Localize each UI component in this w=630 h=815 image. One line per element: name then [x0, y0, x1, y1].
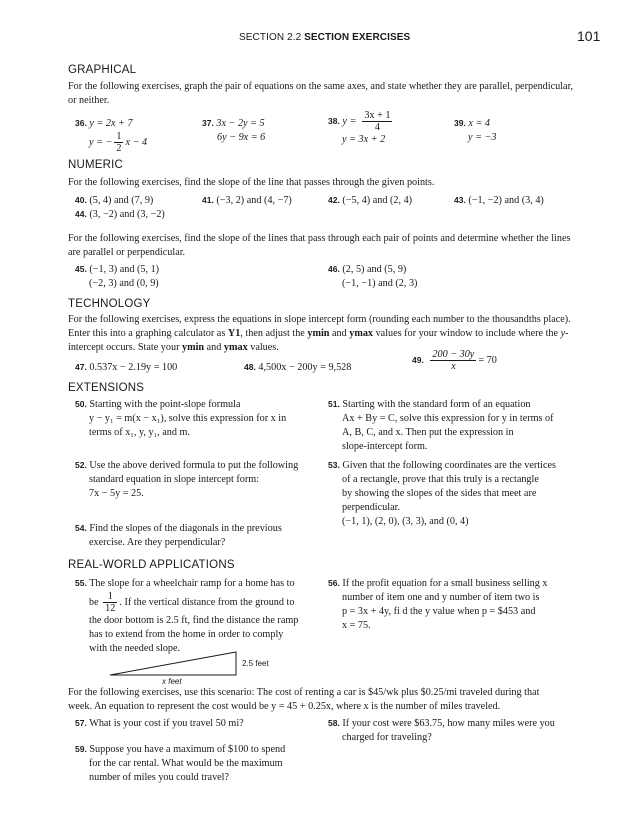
numeric-instructions-2: For the following exercises, find the slope of the lines that pass through each pair of points and determine whether the lines are parallel or perpendicular. [68, 233, 571, 258]
scenario-text [68, 686, 588, 714]
section-title: SECTION EXERCISES [304, 32, 411, 43]
exercise-46 [328, 262, 417, 291]
exercise-number: 42. [328, 195, 340, 205]
text-line: standard equation in slope intercept form: [89, 474, 260, 485]
exercise-number: 54. [75, 523, 87, 533]
exercise-48 [244, 360, 351, 375]
exercise-number: 37. [202, 118, 214, 128]
exercise-number: 49. [412, 354, 424, 365]
denominator: 4 [374, 122, 380, 133]
text-line: Given that the following coordinates are the vertices [342, 460, 556, 471]
text-line: p = 3x + 4y, fi d the y value when p = $453 and [342, 606, 536, 617]
text-line: Starting with the standard form of an equation [342, 399, 531, 410]
ramp-base-label: x feet [162, 677, 182, 686]
exercise-55 [75, 576, 298, 656]
point-pair: (−1, 3) and (5, 1) [89, 264, 160, 275]
exercise-number: 36. [75, 118, 87, 128]
text-line: Use the above derived formula to put the following [89, 460, 299, 471]
exercise-47 [75, 360, 177, 375]
exercise-text: (3, −2) and (3, −2) [89, 209, 165, 220]
exercise-number: 43. [454, 195, 466, 205]
text-run: . If the vertical distance from the ground to [119, 596, 295, 608]
text-run: values. [247, 342, 279, 353]
exercise-number: 40. [75, 195, 87, 205]
exercise-57 [75, 716, 244, 731]
exercise-number: 52. [75, 460, 87, 470]
running-head [239, 31, 410, 45]
equation: y = 2x + 7 [89, 118, 133, 129]
equation: x = 4 [468, 118, 490, 129]
exercise-41 [202, 193, 292, 208]
text-line: y − y₁ = m(x − x₁), solve this expression for x in [89, 413, 287, 424]
denominator: 12 [105, 603, 116, 614]
equation: y = 3x + 2 [342, 134, 386, 145]
fraction [103, 591, 117, 614]
exercise-54 [75, 521, 282, 550]
exercise-51 [328, 397, 554, 454]
numerator: 1 [103, 591, 117, 603]
exercise-text: 0.537x − 2.19y = 100 [89, 362, 178, 373]
heading-extensions: EXTENSIONS [68, 382, 145, 394]
page-number: 101 [577, 28, 601, 44]
point-pair: (−1, −1) and (2, 3) [342, 278, 418, 289]
exercise-40 [75, 193, 153, 208]
equation: 3x − 2y = 5 [216, 118, 265, 129]
exercise-text: (5, 4) and (7, 9) [89, 195, 154, 206]
text-line: for the car rental. What would be the maximum [89, 758, 283, 769]
fraction [430, 349, 476, 372]
exercise-44 [75, 207, 165, 222]
text-line: If the profit equation for a small business selling x [342, 578, 548, 589]
numeric-instructions-1: For the following exercises, find the slope of the line that passes through the given points. [68, 177, 435, 188]
keyword: ymax [349, 328, 374, 339]
text-line: slope-intercept form. [342, 441, 428, 452]
exercise-58 [328, 716, 555, 745]
exercise-text: (−3, 2) and (4, −7) [216, 195, 292, 206]
page-header [0, 30, 630, 46]
text-line: 7x − 5y = 25. [89, 488, 144, 499]
exercise-50 [75, 397, 286, 440]
exercise-42 [328, 193, 412, 208]
point-pair: (2, 5) and (5, 9) [342, 264, 407, 275]
text-line: terms of x₁, y, y₁, and m. [89, 427, 190, 438]
ramp-triangle [110, 652, 236, 675]
exercise-number: 59. [75, 744, 87, 754]
equation: y = −3 [468, 132, 497, 143]
text-line: has to extend from the home in order to comply [89, 629, 284, 640]
text-run: For the following exercises, express the equations in slope intercept form (rounding each number to the thousandths place). Enter this into a graphing calculator as [68, 314, 571, 339]
keyword: ymin [182, 342, 205, 353]
text-line: If your cost were $63.75, how many miles were you [342, 718, 555, 729]
text-line: Suppose you have a maximum of $100 to spend [89, 744, 286, 755]
exercise-number: 48. [244, 362, 256, 372]
text-line: number of miles you could travel? [89, 772, 230, 783]
exercise-number: 50. [75, 399, 87, 409]
graphical-instructions: For the following exercises, graph the pair of equations on the same axes, and state whether they are parallel, perpendicular, or neither. [68, 81, 574, 106]
fraction [362, 110, 392, 133]
text-line: the door bottom is 2.5 ft, find the distance the ramp [89, 615, 299, 626]
point-pair: (−2, 3) and (0, 9) [89, 278, 159, 289]
ramp-height-label: 2.5 feet [242, 659, 269, 668]
equation-part: = 70 [478, 354, 497, 366]
exercise-number: 58. [328, 718, 340, 728]
text-line: of a rectangle, prove that this truly is a rectangle [342, 474, 539, 485]
exercise-text: 4,500x − 200y = 9,528 [258, 362, 352, 373]
equation-part: y = − [89, 136, 113, 148]
text-line: For the following exercises, use this scenario: The cost of renting a car is $45/wk plus $0.25/mi traveled during that [68, 687, 540, 698]
text-line: exercise. Are they perpendicular? [89, 537, 226, 548]
exercise-number: 56. [328, 578, 340, 588]
numerator: 3x + 1 [364, 110, 391, 121]
text-line: Ax + By = C, solve this expression for y in terms of [342, 413, 554, 424]
exercise-number: 45. [75, 264, 87, 274]
equation-part: x − 4 [125, 136, 148, 148]
exercise-number: 44. [75, 209, 87, 219]
text-line: with the needed slope. [89, 643, 181, 654]
keyword: ymax [223, 342, 248, 353]
exercise-number: 51. [328, 399, 340, 409]
text-run: be [89, 596, 102, 608]
heading-numeric: NUMERIC [68, 159, 124, 171]
exercise-56 [328, 576, 548, 633]
numerator: 1 [116, 131, 122, 142]
numerator: 200 − 30y [432, 349, 475, 360]
text-line: The slope for a wheelchair ramp for a home has to [89, 578, 295, 589]
exercise-52 [75, 458, 298, 501]
text-line: by showing the slopes of the sides that meet are [342, 488, 537, 499]
equation: 6y − 9x = 6 [217, 132, 266, 143]
heading-real-world: REAL-WORLD APPLICATIONS [68, 559, 235, 571]
text-run: and [204, 342, 224, 353]
exercise-45 [75, 262, 159, 291]
exercise-text: (−5, 4) and (2, 4) [342, 195, 413, 206]
exercise-number: 57. [75, 718, 87, 728]
text-line: perpendicular. [342, 502, 400, 513]
text-line: charged for traveling? [342, 732, 432, 743]
text-line: x = 75. [342, 620, 371, 631]
text-line: week. An equation to represent the cost would be y = 45 + 0.25x, where x is the number of miles traveled. [68, 701, 501, 712]
text-line: number of item one and y number of item two is [342, 592, 540, 603]
heading-graphical: GRAPHICAL [68, 64, 137, 76]
text-line: Find the slopes of the diagonals in the previous [89, 523, 282, 534]
variable: y [560, 328, 566, 339]
text-line: A, B, C, and x. Then put the expression in [342, 427, 514, 438]
text-run: values for your window to include where the [373, 328, 561, 339]
technology-instructions [68, 313, 583, 355]
exercise-59 [75, 742, 285, 785]
exercise-text: What is your cost if you travel 50 mi? [89, 718, 244, 729]
exercise-49 [412, 349, 497, 372]
exercise-number: 38. [328, 115, 340, 126]
text-run: -intercept occurs. State your [68, 328, 569, 353]
denominator: 2 [116, 143, 122, 154]
exercise-36 [75, 116, 147, 154]
exercise-text: (−1, −2) and (3, 4) [468, 195, 544, 206]
exercise-number: 53. [328, 460, 340, 470]
text-line: (−1, 1), (2, 0), (3, 3), and (0, 4) [342, 516, 469, 527]
exercise-number: 41. [202, 195, 214, 205]
exercise-number: 55. [75, 578, 87, 588]
text-run: and [329, 328, 350, 339]
text-line: Starting with the point-slope formula [89, 399, 241, 410]
keyword: Y1 [227, 328, 241, 339]
exercise-53 [328, 458, 556, 529]
section-label: SECTION 2.2 [239, 32, 305, 43]
fraction [114, 131, 123, 154]
heading-technology: TECHNOLOGY [68, 298, 151, 310]
text-run: , then adjust the [240, 328, 308, 339]
denominator: x [451, 361, 456, 372]
exercise-39 [454, 116, 496, 145]
keyword: ymin [307, 328, 330, 339]
exercise-43 [454, 193, 544, 208]
exercise-number: 47. [75, 362, 87, 372]
exercise-38 [328, 110, 394, 147]
exercise-number: 46. [328, 264, 340, 274]
equation-part: y = [342, 115, 357, 127]
ramp-diagram [108, 650, 248, 678]
exercise-number: 39. [454, 118, 466, 128]
exercise-37 [202, 116, 265, 145]
